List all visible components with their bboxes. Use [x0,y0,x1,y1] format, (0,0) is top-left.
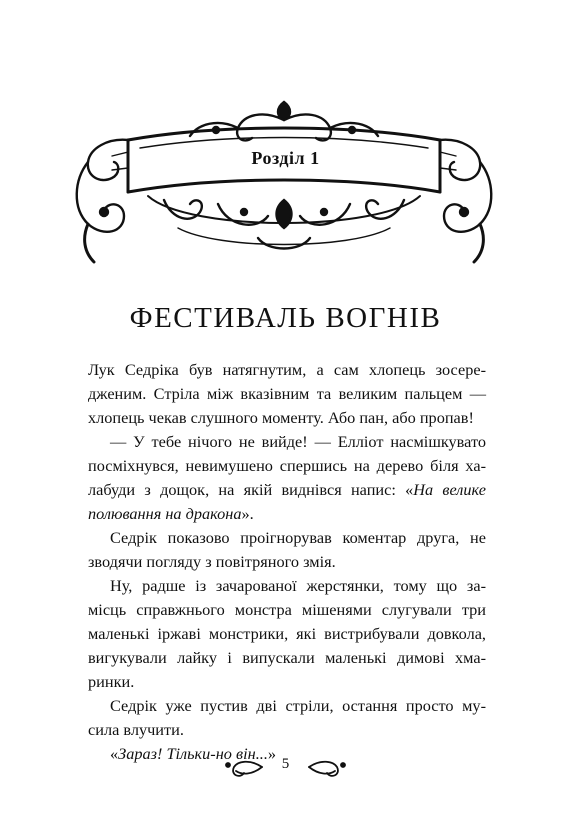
line: маленькі іржаві монстрики, які вистрибували довкола, [88,624,486,643]
line: ». [241,504,254,523]
line: місць справжнього монстра мішенями слугували три [88,600,486,619]
line: дженим. Стріла між вказівним та великим пальцем — [88,384,486,403]
line: сила влучити. [88,720,184,739]
line: Ну, радше із зачарованої жерстянки, тому що за- [110,576,486,595]
line: посміхнувся, невимушено спершись на дерево біля ха- [88,456,486,475]
line: хлопець чекав слушного моменту. Або пан, або пропав! [88,408,474,427]
line: вигукували лайку і випускали маленькі димові хма- [88,648,486,667]
line: Седрік уже пустив дві стріли, остання просто му- [110,696,486,715]
sign-text: На велике [413,480,486,499]
paragraph-2 [88,430,486,526]
line: Седрік показово проігнорував коментар друга, не [110,528,486,547]
quote-mark: « [110,744,119,763]
line: Лук Седріка був натягнутим, а сам хлопець зосере- [88,360,486,379]
paragraph-4 [88,574,486,694]
paragraph-1 [88,358,486,430]
page-number: 5 [281,756,290,772]
chapter-title: ФЕСТИВАЛЬ ВОГНІВ [129,302,442,335]
paragraph-3 [88,526,486,574]
paragraph-5 [88,694,486,742]
chapter-number: Розділ 1 [251,148,320,168]
thought-text: Зараз! Тільки-но він... [118,744,268,763]
line: ринки. [88,672,135,691]
quote-mark: » [267,744,277,763]
sign-text: полювання на дракона [88,504,242,523]
chapter-banner-ornament [68,100,500,270]
line: лабуди з дощок, на якій виднівся напис: « [88,480,414,499]
line: — У тебе нічого не вийде! — Елліот насмішкувато [110,432,486,451]
chapter-body [88,358,486,766]
line: зводячи погляду з повітряного змія. [88,552,336,571]
